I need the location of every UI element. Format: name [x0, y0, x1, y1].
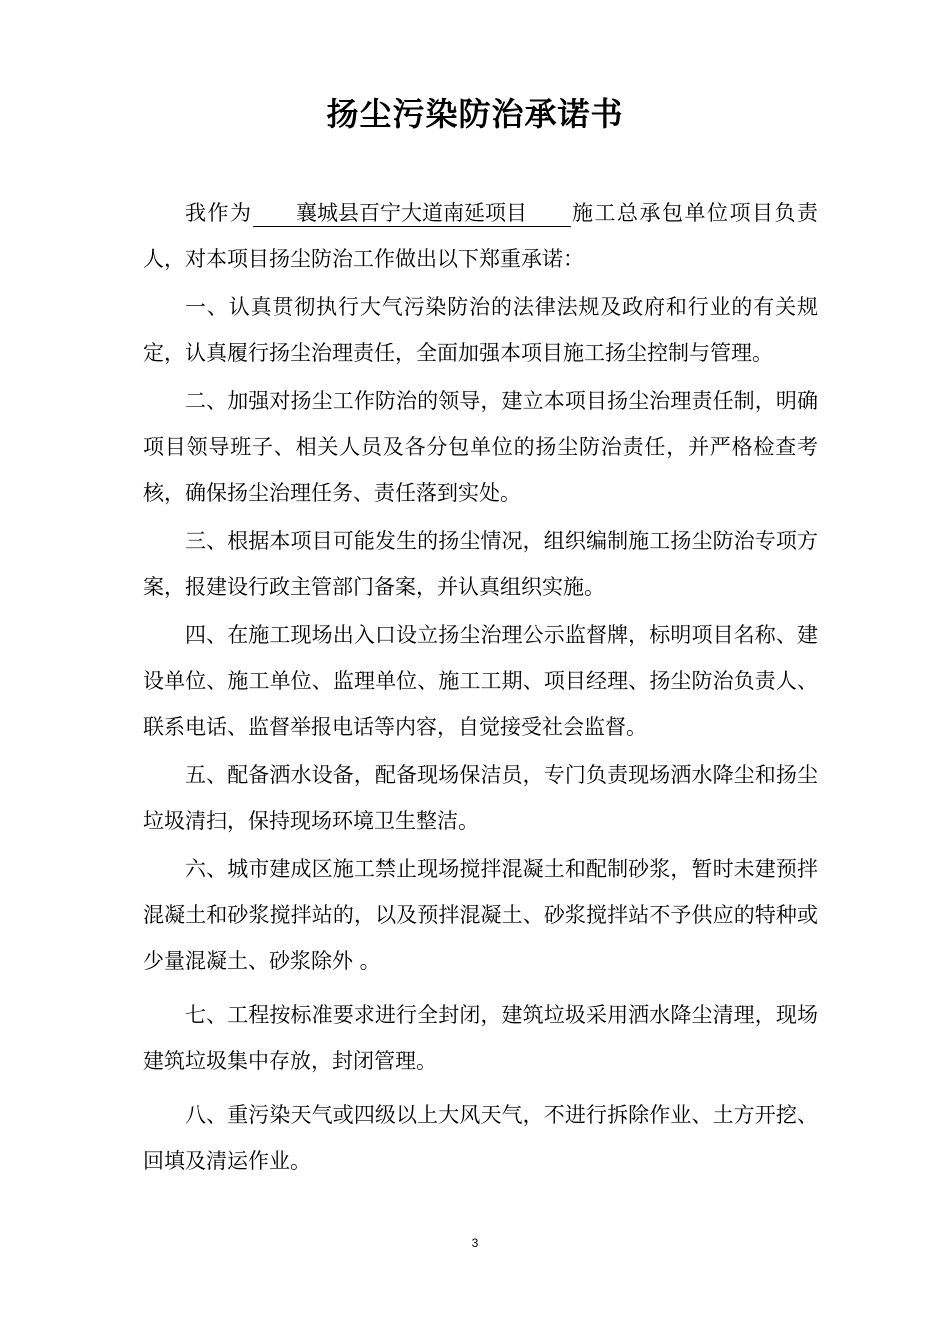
intro-prefix: 我作为 — [185, 201, 253, 225]
item-6: 六、城市建成区施工禁止现场搅拌混凝土和配制砂浆，暂时未建预拌混凝土和砂浆搅拌站的，以及预拌混凝土、砂浆搅拌站不予供应的特种或少量混凝土、砂浆除外 。 — [143, 857, 818, 973]
intro-paragraph — [143, 190, 818, 282]
intro-suffix: 施工总承包单位项目负责人，对本项目扬尘防治工作做出以下郑重承诺： — [143, 201, 818, 271]
item-7: 七、工程按标准要求进行全封闭，建筑垃圾采用洒水降尘清理，现场建筑垃圾集中存放，封闭管理。 — [143, 1003, 818, 1073]
project-name-field: 襄城县百宁大道南延项目 — [253, 200, 571, 227]
item-8: 八、重污染天气或四级以上大风天气，不进行拆除作业、土方开挖、回填及清运作业。 — [143, 1103, 818, 1173]
item-3: 三、根据本项目可能发生的扬尘情况，组织编制施工扬尘防治专项方案，报建设行政主管部门备案，并认真组织实施。 — [143, 529, 818, 599]
item-2: 二、加强对扬尘工作防治的领导，建立本项目扬尘治理责任制，明确项目领导班子、相关人员及各分包单位的扬尘防治责任，并严格检查考核，确保扬尘治理任务、责任落到实处。 — [143, 389, 818, 505]
document-body — [143, 190, 818, 1184]
item-1: 一、认真贯彻执行大气污染防治的法律法规及政府和行业的有关规定，认真履行扬尘治理责任，全面加强本项目施工扬尘控制与管理。 — [143, 295, 818, 365]
page-number: 3 — [471, 1236, 479, 1250]
item-4: 四、在施工现场出入口设立扬尘治理公示监督牌，标明项目名称、建设单位、施工单位、监理单位、施工工期、项目经理、扬尘防治负责人、联系电话、监督举报电话等内容，自觉接受社会监督。 — [143, 623, 818, 739]
item-5: 五、配备洒水设备，配备现场保洁员，专门负责现场洒水降尘和扬尘垃圾清扫，保持现场环境卫生整洁。 — [143, 763, 818, 833]
document-title: 扬尘污染防治承诺书 — [326, 95, 624, 133]
